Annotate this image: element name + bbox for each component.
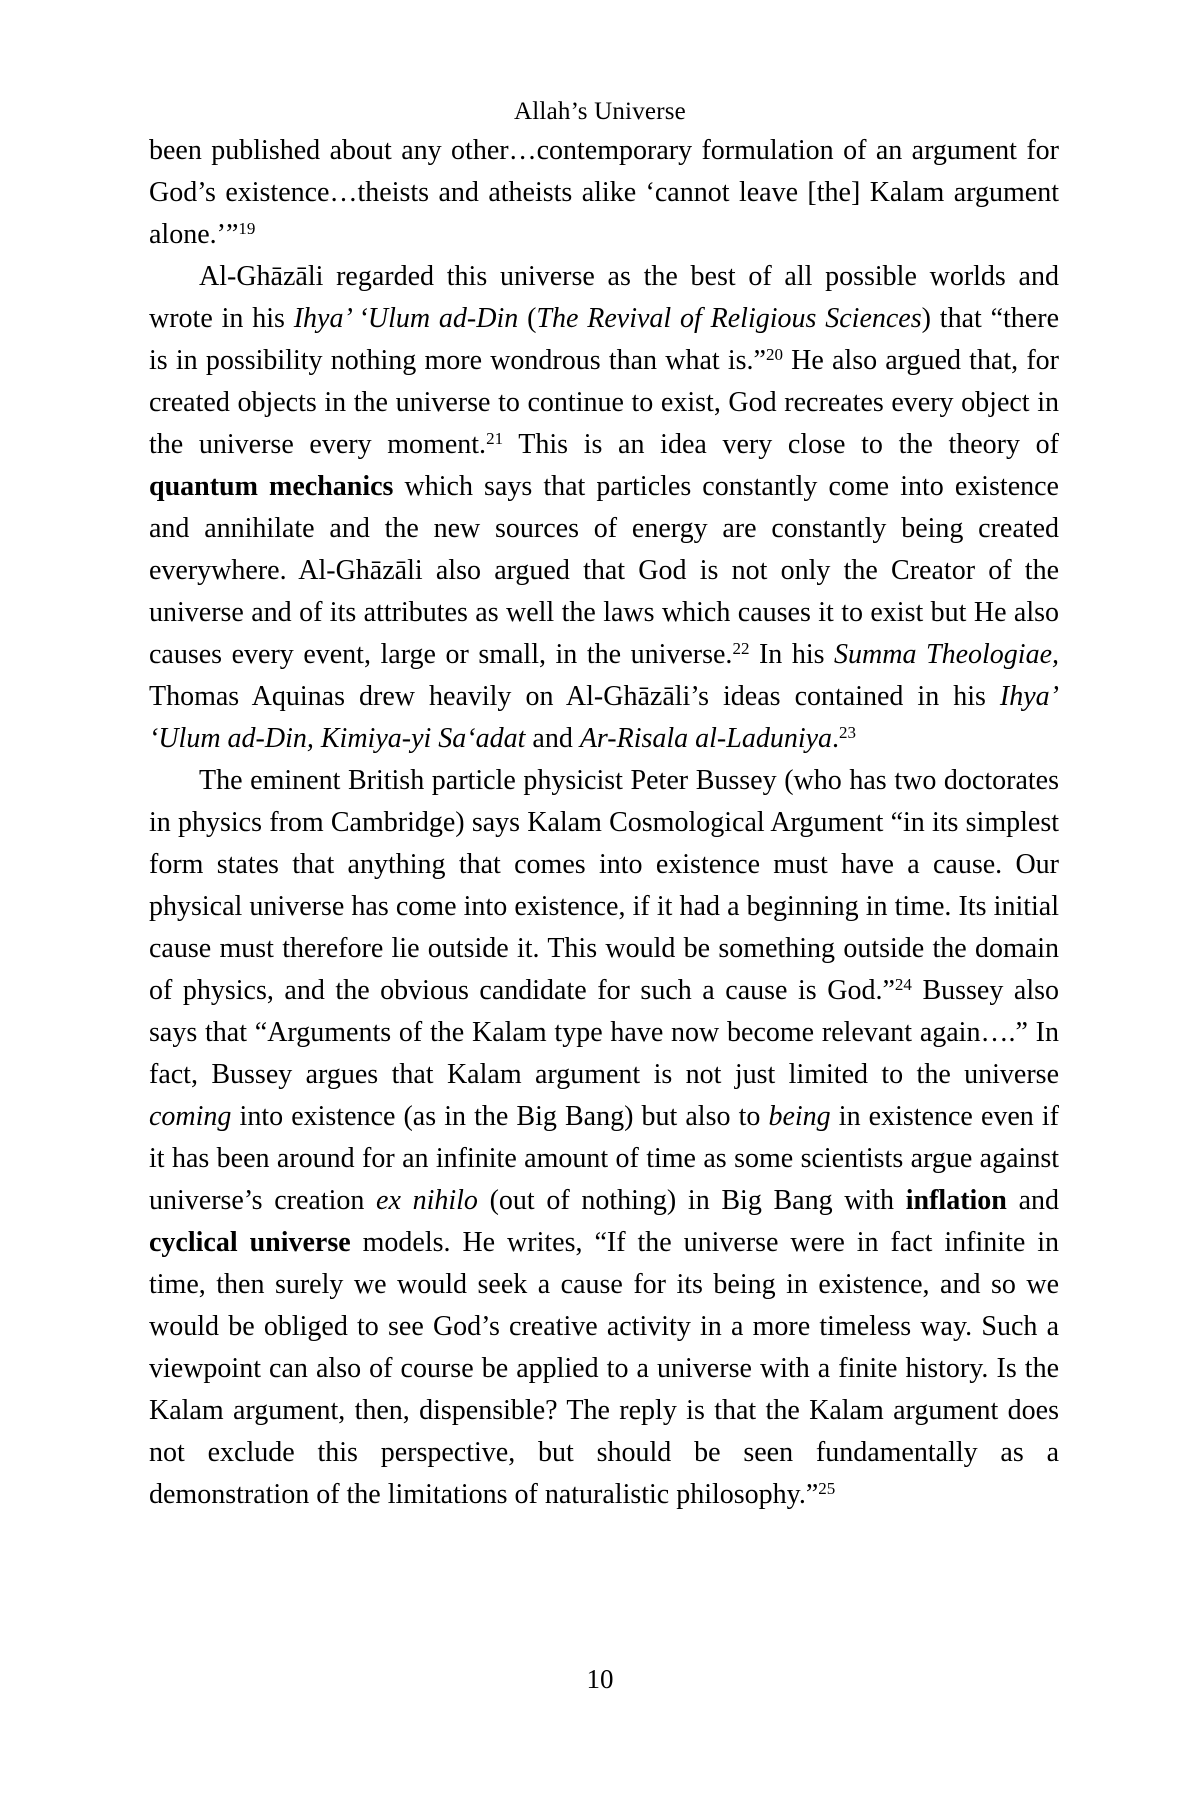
page-number: 10 [586, 1664, 614, 1694]
text-run: been published about any other…contemporary formulation of an argument for God’s existence…theists and atheists alike ‘cannot leave [the] Kalam argument alone.’” [149, 135, 1059, 250]
footnote-marker: 23 [839, 722, 857, 742]
text-run: Ar-Risala al-Laduniya [579, 723, 833, 754]
text-run: coming [149, 1101, 232, 1132]
body-text [149, 130, 1059, 1516]
footnote-marker: 22 [732, 638, 750, 658]
text-run: models. He writes, “If the universe were in fact infinite in time, then surely we would seek a cause for its being in existence, and so we would be obliged to see God’s creative activity in a more timeless way. Such a viewpoint can also of course be applied to a universe with a finite history. Is the Kalam argument, then, dispensible? The reply is that the Kalam argument does not exclude this perspective, but should be seen fundamentally as a demonstration of the limitations of naturalistic philosophy.” [149, 1227, 1059, 1510]
text-run: and [525, 723, 580, 754]
text-run: ( [518, 303, 537, 334]
text-run: This is an idea very close to the theory of [503, 429, 1060, 460]
footnote-marker: 19 [238, 218, 256, 238]
paragraph [149, 256, 1059, 760]
text-run: in existence even if it has been around for an infinite amount of time as some scientists argue against universe’s creation [149, 1101, 1060, 1216]
text-run: ex nihilo [376, 1185, 478, 1216]
text-run: Ihya’ ‘Ulum ad-Din, Kimiya-yi Sa‘adat [149, 681, 1059, 754]
footnote-marker: 20 [765, 344, 783, 364]
text-run: Ihya’ ‘Ulum ad-Din [293, 303, 519, 334]
text-run: Summa Theologiae, [834, 639, 1060, 670]
running-header: Allah’s Universe [514, 98, 686, 125]
text-run: The eminent British particle physicist Peter Bussey (who has two doctorates in physics from Cambridge) says Kalam Cosmological Argument “in its simplest form states that anything that comes into existence must have a cause. Our physical universe has come into existence, if it had a beginning in time. Its initial cause must therefore lie outside it. This would be something outside the domain of physics, and the obvious candidate for such a cause is God.” [149, 765, 1059, 1006]
text-run: Thomas Aquinas drew heavily on Al-Ghāzāli’s ideas contained in his [149, 681, 1000, 712]
text-run: and [1006, 1185, 1059, 1216]
text-run: He also argued that, for created objects in the universe to continue to exist, God recreates every object in the universe every moment. [149, 345, 1059, 460]
text-run: The Revival of Religious Sciences [536, 303, 922, 334]
footnote-marker: 25 [818, 1478, 836, 1498]
text-run: which says that particles constantly come into existence and annihilate and the new sources of energy are constantly being created everywhere. Al-Ghāzāli also argued that God is not only the Creator of the universe and of its attributes as well the laws which causes it to exist but He also causes every event, large or small, in the universe. [149, 471, 1059, 670]
text-run: into existence (as in the Big Bang) but also to [231, 1101, 769, 1132]
text-run: ) that “there is in possibility nothing more wondrous than what is.” [149, 303, 1059, 376]
text-run: . [832, 723, 840, 754]
text-run: quantum mechanics [149, 471, 394, 502]
paragraph [149, 130, 1059, 256]
text-run: Bussey also says that “Arguments of the Kalam type have now become relevant again….” In fact, Bussey argues that Kalam argument is not just limited to the universe [149, 975, 1059, 1090]
text-run: (out of nothing) in Big Bang with [477, 1185, 906, 1216]
text-run: Al-Ghāzāli regarded this universe as the best of all possible worlds and wrote in his [149, 261, 1059, 334]
text-run: inflation [905, 1185, 1007, 1216]
text-run: cyclical universe [149, 1227, 351, 1258]
text-run: In his [749, 639, 835, 670]
paragraph [149, 760, 1059, 1516]
footnote-marker: 24 [894, 974, 912, 994]
text-run: being [768, 1101, 831, 1132]
footnote-marker: 21 [486, 428, 504, 448]
